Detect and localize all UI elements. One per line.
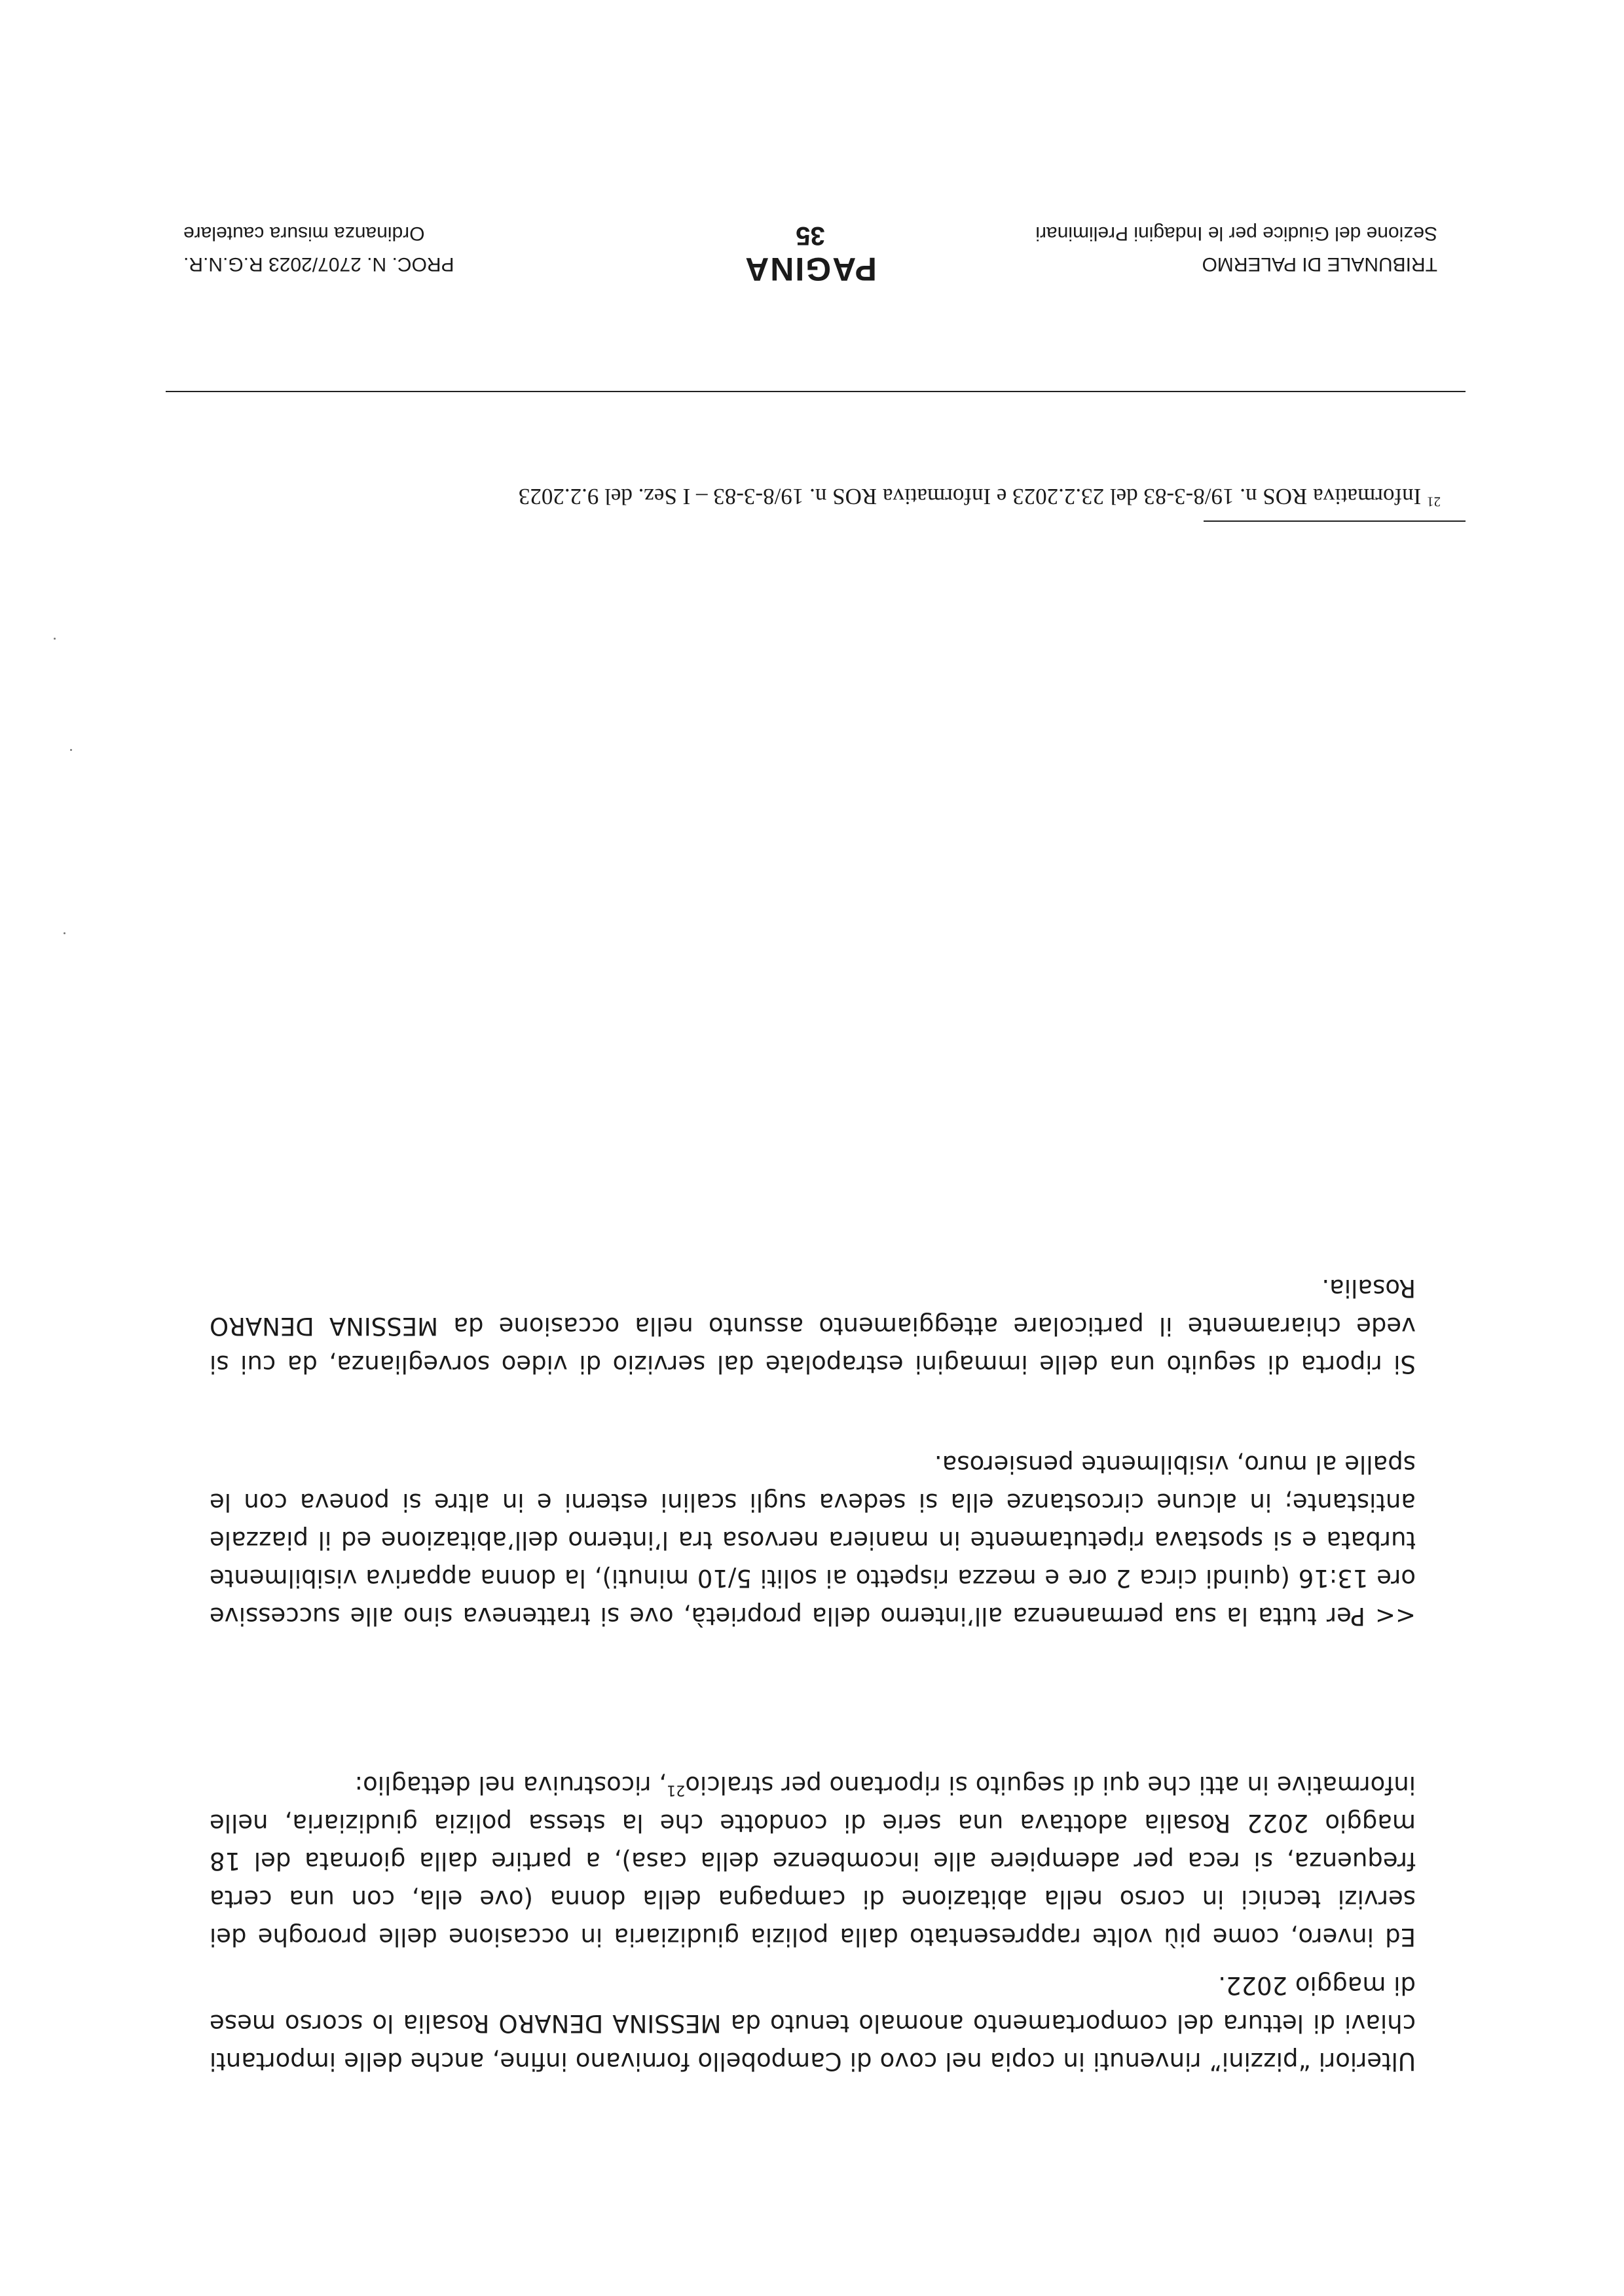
paragraph-main-text: Ed invero, come più volte rappresentato dalla polizia giudiziaria in occasione delle proroghe dei servizi tecnici in corso nella abitazione di campagna della donna (ove ella, con una certa frequenza, si reca per adempiere alle incombenze della casa), a partire dalla giornata del 18 maggio 2022 Rosalia adottava una serie di condotte che la stessa polizia giudiziaria, nelle informative in atti che qui di seguito si riportano per stralcio [210, 1771, 1416, 1951]
header-rule [166, 391, 1466, 392]
footnote-reference: 21 [667, 1781, 686, 1799]
header-row-bottom [183, 221, 1437, 250]
page-number: 35 [796, 221, 825, 250]
scan-speck [54, 638, 56, 640]
page-label: PAGINA [744, 251, 877, 287]
body-paragraph-1 [210, 1966, 1416, 2080]
proceeding-number: PROC. N. 2707/2023 R.G.N.R. [183, 253, 454, 275]
paragraph-text: Si riporta di seguito una delle immagini estrapolate dal servizio di video sorveglianza, da cui si vede chiaramente il particolare atteggiamento assunto nella occasione da MESSINA DENARO Rosalia. [210, 1274, 1416, 1378]
paragraph-text [210, 1766, 1416, 1956]
body-paragraph-2 [210, 1766, 1416, 1956]
footnote-separator [1204, 520, 1466, 522]
court-name: TRIBUNALE DI PALERMO [1202, 253, 1437, 275]
paragraph-tail-text: , ricostruiva nel dettaglio: [354, 1771, 667, 1799]
body-paragraph-3 [210, 1445, 1416, 1635]
scan-speck [64, 932, 65, 934]
court-section: Sezione del Giudice per le Indagini Preliminari [1035, 223, 1437, 244]
scan-speck [70, 749, 72, 751]
footnote [393, 481, 1441, 512]
body-paragraph-4 [210, 1269, 1416, 1383]
paragraph-text: Ulteriori “pizzini” rinvenuti in copia nel covo di Campobello fornivano infine, anche delle importanti chiavi di lettura del comportamento anomalo tenuto da MESSINA DENARO Rosalia lo scorso mese di maggio 2022. [210, 1971, 1416, 2075]
paragraph-text: << Per tutta la sua permanenza all’interno della proprietà, ove si tratteneva sino alle successive ore 13:16 (quindi circa 2 ore e mezza rispetto ai soliti 5/10 minuti), la donna appariva visibilmente turbata e si spostava ripetutamente in maniera nervosa tra l’interno dell’abitazione ed il piazzale antistante; in alcune circostanze ella si sedeva sugli scalini esterni e in altre si poneva con le spalle al muro, visibilmente pensierosa. [210, 1450, 1416, 1630]
header-row-top [183, 250, 1437, 288]
footnote-number: 21 [1427, 494, 1441, 510]
footnote-text: Informativa ROS n. 19/8-3-83 del 23.2.2023 e Informativa ROS n. 19/8-3-83 – I Sez. del 9.2.2023 [518, 484, 1422, 509]
document-type: Ordinanza misura cautelare [183, 223, 425, 244]
